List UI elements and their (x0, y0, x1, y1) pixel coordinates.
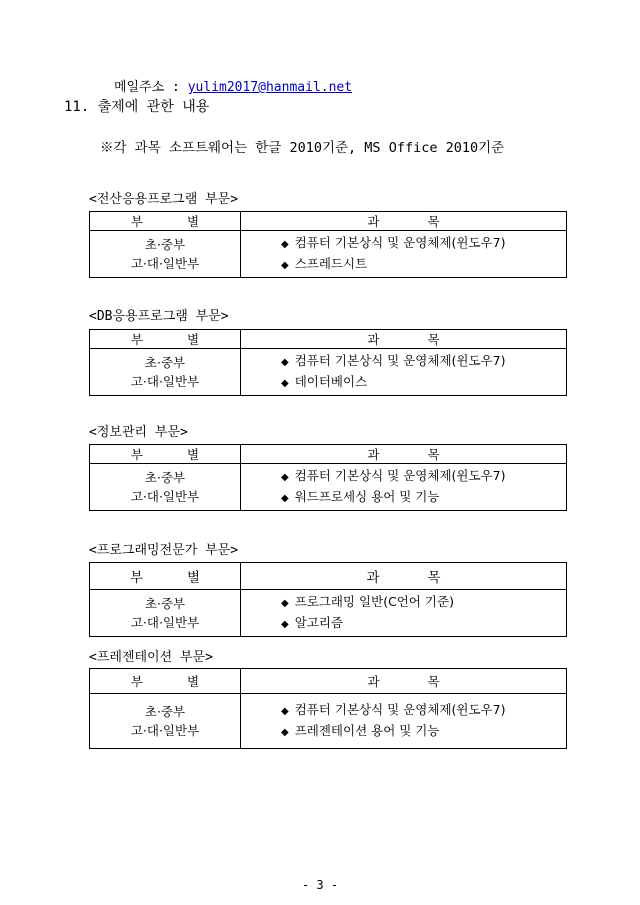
list-item: ◆ 컴퓨터 기본상식 및 운영체제(윈도우7) (281, 702, 506, 717)
diamond-bullet-icon: ◆ (281, 619, 289, 630)
header-division: 부 별 (90, 212, 241, 231)
subject-table (89, 329, 567, 396)
header-subject: 과 목 (241, 563, 567, 590)
table-row (90, 349, 567, 396)
section-title: <프레젠테이션 부문> (89, 650, 213, 665)
diamond-bullet-icon: ◆ (281, 706, 289, 717)
table-row (90, 694, 567, 749)
list-item: ◆ 컴퓨터 기본상식 및 운영체제(윈도우7) (281, 353, 506, 368)
subjects-cell (241, 231, 567, 278)
diamond-bullet-icon: ◆ (281, 378, 289, 389)
diamond-bullet-icon: ◆ (281, 493, 289, 504)
subjects-cell (241, 464, 567, 511)
table-header-row (90, 563, 567, 590)
subjects-cell (241, 590, 567, 637)
table-row (90, 231, 567, 278)
list-item: ◆ 프로그래밍 일반(C언어 기준) (281, 594, 454, 609)
diamond-bullet-icon: ◆ (281, 727, 289, 738)
table-row (90, 590, 567, 637)
header-division: 부 별 (90, 563, 241, 590)
header-subject: 과 목 (241, 669, 567, 694)
subjects-cell (241, 694, 567, 749)
subject-table (89, 211, 567, 278)
table-header-row (90, 669, 567, 694)
subject-table (89, 668, 567, 749)
table-header-row (90, 445, 567, 464)
section-title: <프로그래밍전문가 부문> (89, 543, 239, 558)
page-number: - 3 - (301, 878, 339, 892)
levels-cell: 초·중부 고·대·일반부 (90, 694, 241, 749)
header-division: 부 별 (90, 669, 241, 694)
diamond-bullet-icon: ◆ (281, 357, 289, 368)
software-note: ※각 과목 소프트웨어는 한글 2010기준, MS Office 2010기준 (100, 140, 505, 156)
levels-cell: 초·중부 고·대·일반부 (90, 464, 241, 511)
section-title: <정보관리 부문> (89, 425, 188, 440)
diamond-bullet-icon: ◆ (281, 239, 289, 250)
email-label: 메일주소 : (114, 80, 188, 95)
list-item: ◆ 컴퓨터 기본상식 및 운영체제(윈도우7) (281, 468, 506, 483)
list-item: ◆ 스프레드시트 (281, 256, 368, 271)
list-item: ◆ 워드프로세싱 용어 및 기능 (281, 489, 440, 504)
email-link[interactable]: yulim2017@hanmail.net (187, 80, 353, 95)
header-subject: 과 목 (241, 445, 567, 464)
subject-table (89, 444, 567, 511)
levels-cell: 초·중부 고·대·일반부 (90, 231, 241, 278)
header-subject: 과 목 (241, 212, 567, 231)
list-item: ◆ 알고리즘 (281, 615, 344, 630)
levels-cell: 초·중부 고·대·일반부 (90, 349, 241, 396)
section-heading: 11. 출제에 관한 내용 (64, 99, 210, 115)
levels-cell: 초·중부 고·대·일반부 (90, 590, 241, 637)
header-division: 부 별 (90, 330, 241, 349)
list-item: ◆ 컴퓨터 기본상식 및 운영체제(윈도우7) (281, 235, 506, 250)
table-header-row (90, 330, 567, 349)
subjects-cell (241, 349, 567, 396)
diamond-bullet-icon: ◆ (281, 598, 289, 609)
table-header-row (90, 212, 567, 231)
list-item: ◆ 데이터베이스 (281, 374, 368, 389)
header-subject: 과 목 (241, 330, 567, 349)
diamond-bullet-icon: ◆ (281, 260, 289, 271)
list-item: ◆ 프레젠테이션 용어 및 기능 (281, 723, 440, 738)
section-title: <DB응용프로그램 부문> (89, 309, 229, 324)
header-division: 부 별 (90, 445, 241, 464)
section-title: <전산응용프로그램 부문> (89, 192, 239, 207)
diamond-bullet-icon: ◆ (281, 472, 289, 483)
subject-table (89, 562, 567, 637)
table-row (90, 464, 567, 511)
email-line (114, 76, 352, 95)
